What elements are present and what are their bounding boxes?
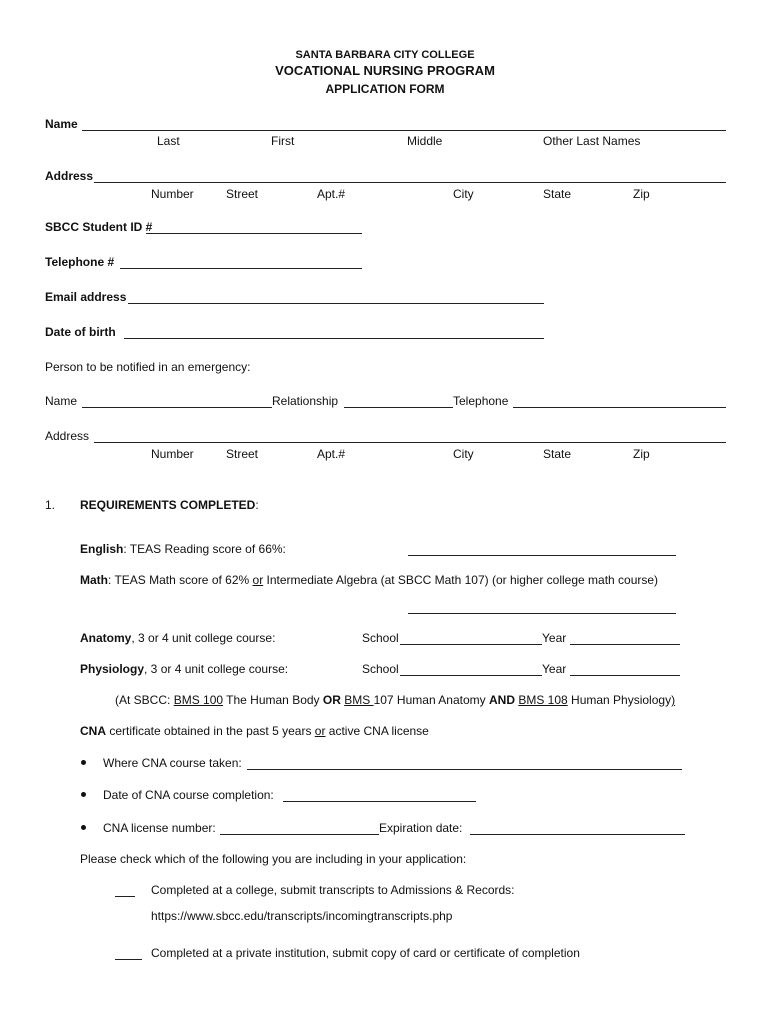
- name-sub-first: First: [271, 134, 295, 148]
- cna-label: CNA: [80, 724, 106, 738]
- cna-date-label: Date of CNA course completion:: [103, 788, 274, 802]
- math-label: Math: [80, 573, 108, 587]
- option-private-text: Completed at a private institution, submit copy of card or certificate of completion: [151, 946, 580, 960]
- anatomy-text: , 3 or 4 unit college course:: [131, 631, 276, 645]
- emergency-address-sub-city: City: [453, 447, 474, 461]
- anatomy-year-field[interactable]: [570, 631, 680, 645]
- private-checkbox-blank[interactable]: [115, 946, 142, 960]
- english-label: English: [80, 542, 124, 556]
- english-requirement: [80, 542, 286, 556]
- physiology-year-label: Year: [542, 662, 567, 676]
- cna-expiration-label: Expiration date:: [379, 821, 463, 835]
- emergency-address-sub-state: State: [543, 447, 572, 461]
- address-sub-state: State: [543, 187, 572, 201]
- telephone-label: Telephone #: [45, 255, 115, 269]
- dob-label: Date of birth: [45, 325, 116, 339]
- math-score-field[interactable]: [408, 600, 676, 614]
- name-sub-last: Last: [157, 134, 180, 148]
- section-number: 1.: [45, 498, 56, 512]
- emergency-address-label: Address: [45, 429, 90, 443]
- sbcc-note-human-phys: Human Physiology: [567, 693, 672, 707]
- emergency-relationship-field[interactable]: [344, 394, 453, 408]
- sbcc-note-bms100: BMS 100: [173, 693, 224, 707]
- anatomy-label: Anatomy: [80, 631, 132, 645]
- student-id-label: SBCC Student ID #: [45, 220, 153, 234]
- cna-license-label: CNA license number:: [103, 821, 216, 835]
- requirements-title-colon: :: [255, 498, 259, 512]
- sbcc-note-human-body: The Human Body: [223, 693, 323, 707]
- cna-requirement: [80, 724, 429, 738]
- math-text-1: : TEAS Math score of 62%: [108, 573, 253, 587]
- math-requirement: [80, 573, 658, 587]
- option-college-url[interactable]: https://www.sbcc.edu/transcripts/incomingtranscripts.php: [151, 909, 453, 923]
- anatomy-year-label: Year: [542, 631, 567, 645]
- program-title: VOCATIONAL NURSING PROGRAM: [275, 63, 495, 78]
- physiology-requirement: [80, 662, 288, 676]
- cna-text-2: active CNA license: [325, 724, 429, 738]
- email-label: Email address: [45, 290, 127, 304]
- math-text-2: Intermediate Algebra (at SBCC Math 107) (or higher college math course): [263, 573, 659, 587]
- sbcc-note-prefix: (At SBCC:: [115, 693, 174, 707]
- sbcc-note-and: AND: [488, 693, 515, 707]
- anatomy-school-label: School: [362, 631, 399, 645]
- sbcc-note-bms107: BMS: [344, 693, 374, 707]
- english-text: : TEAS Reading score of 66%:: [123, 542, 286, 556]
- physiology-school-field[interactable]: [400, 662, 542, 676]
- emergency-name-field[interactable]: [82, 394, 272, 408]
- emergency-heading: Person to be notified in an emergency:: [45, 360, 251, 374]
- sbcc-course-note: [115, 693, 675, 707]
- bullet-icon: [81, 825, 86, 830]
- sbcc-note-bms108: BMS 108: [518, 693, 568, 707]
- student-id-field[interactable]: [146, 220, 362, 234]
- emergency-address-sub-number: Number: [151, 447, 194, 461]
- college-checkbox-blank[interactable]: [115, 883, 135, 897]
- address-sub-number: Number: [151, 187, 194, 201]
- cna-license-field[interactable]: [220, 821, 379, 835]
- sbcc-note-bms107-rest: 107 Human Anatomy: [373, 693, 489, 707]
- address-field[interactable]: [94, 169, 726, 183]
- address-label: Address: [45, 169, 94, 183]
- dob-field[interactable]: [124, 325, 544, 339]
- requirements-title-text: REQUIREMENTS COMPLETED: [80, 498, 256, 512]
- cna-where-field[interactable]: [247, 756, 682, 770]
- form-title: APPLICATION FORM: [325, 82, 445, 96]
- name-sub-middle: Middle: [407, 134, 443, 148]
- physiology-school-label: School: [362, 662, 399, 676]
- english-score-field[interactable]: [408, 542, 676, 556]
- physiology-text: , 3 or 4 unit college course:: [144, 662, 289, 676]
- cna-or: or: [314, 724, 326, 738]
- emergency-telephone-field[interactable]: [513, 394, 726, 408]
- address-sub-apt: Apt.#: [317, 187, 346, 201]
- college-name: SANTA BARBARA CITY COLLEGE: [295, 49, 475, 61]
- address-sub-zip: Zip: [633, 187, 650, 201]
- telephone-field[interactable]: [120, 255, 362, 269]
- emergency-address-sub-street: Street: [226, 447, 259, 461]
- anatomy-school-field[interactable]: [400, 631, 542, 645]
- name-label: Name: [45, 117, 78, 131]
- sbcc-note-or: OR: [322, 693, 341, 707]
- email-field[interactable]: [128, 290, 544, 304]
- physiology-year-field[interactable]: [570, 662, 680, 676]
- emergency-telephone-label: Telephone: [453, 394, 509, 408]
- emergency-name-label: Name: [45, 394, 78, 408]
- cna-date-field[interactable]: [283, 788, 476, 802]
- emergency-address-sub-zip: Zip: [633, 447, 650, 461]
- sbcc-note-close: ): [671, 693, 676, 707]
- cna-where-label: Where CNA course taken:: [103, 756, 242, 770]
- address-sub-city: City: [453, 187, 474, 201]
- bullet-icon: [81, 760, 86, 765]
- emergency-address-field[interactable]: [94, 429, 726, 443]
- physiology-label: Physiology: [80, 662, 145, 676]
- cna-expiration-field[interactable]: [470, 821, 685, 835]
- cna-text-1: certificate obtained in the past 5 years: [106, 724, 315, 738]
- emergency-relationship-label: Relationship: [272, 394, 339, 408]
- bullet-icon: [81, 792, 86, 797]
- emergency-address-sub-apt: Apt.#: [317, 447, 346, 461]
- name-sub-other: Other Last Names: [543, 134, 641, 148]
- math-or: or: [252, 573, 264, 587]
- name-field[interactable]: [82, 117, 726, 131]
- address-sub-street: Street: [226, 187, 259, 201]
- anatomy-requirement: [80, 631, 275, 645]
- requirements-title: [80, 498, 259, 512]
- option-college-text: Completed at a college, submit transcripts to Admissions & Records:: [151, 883, 515, 897]
- check-prompt: Please check which of the following you are including in your application:: [80, 852, 467, 866]
